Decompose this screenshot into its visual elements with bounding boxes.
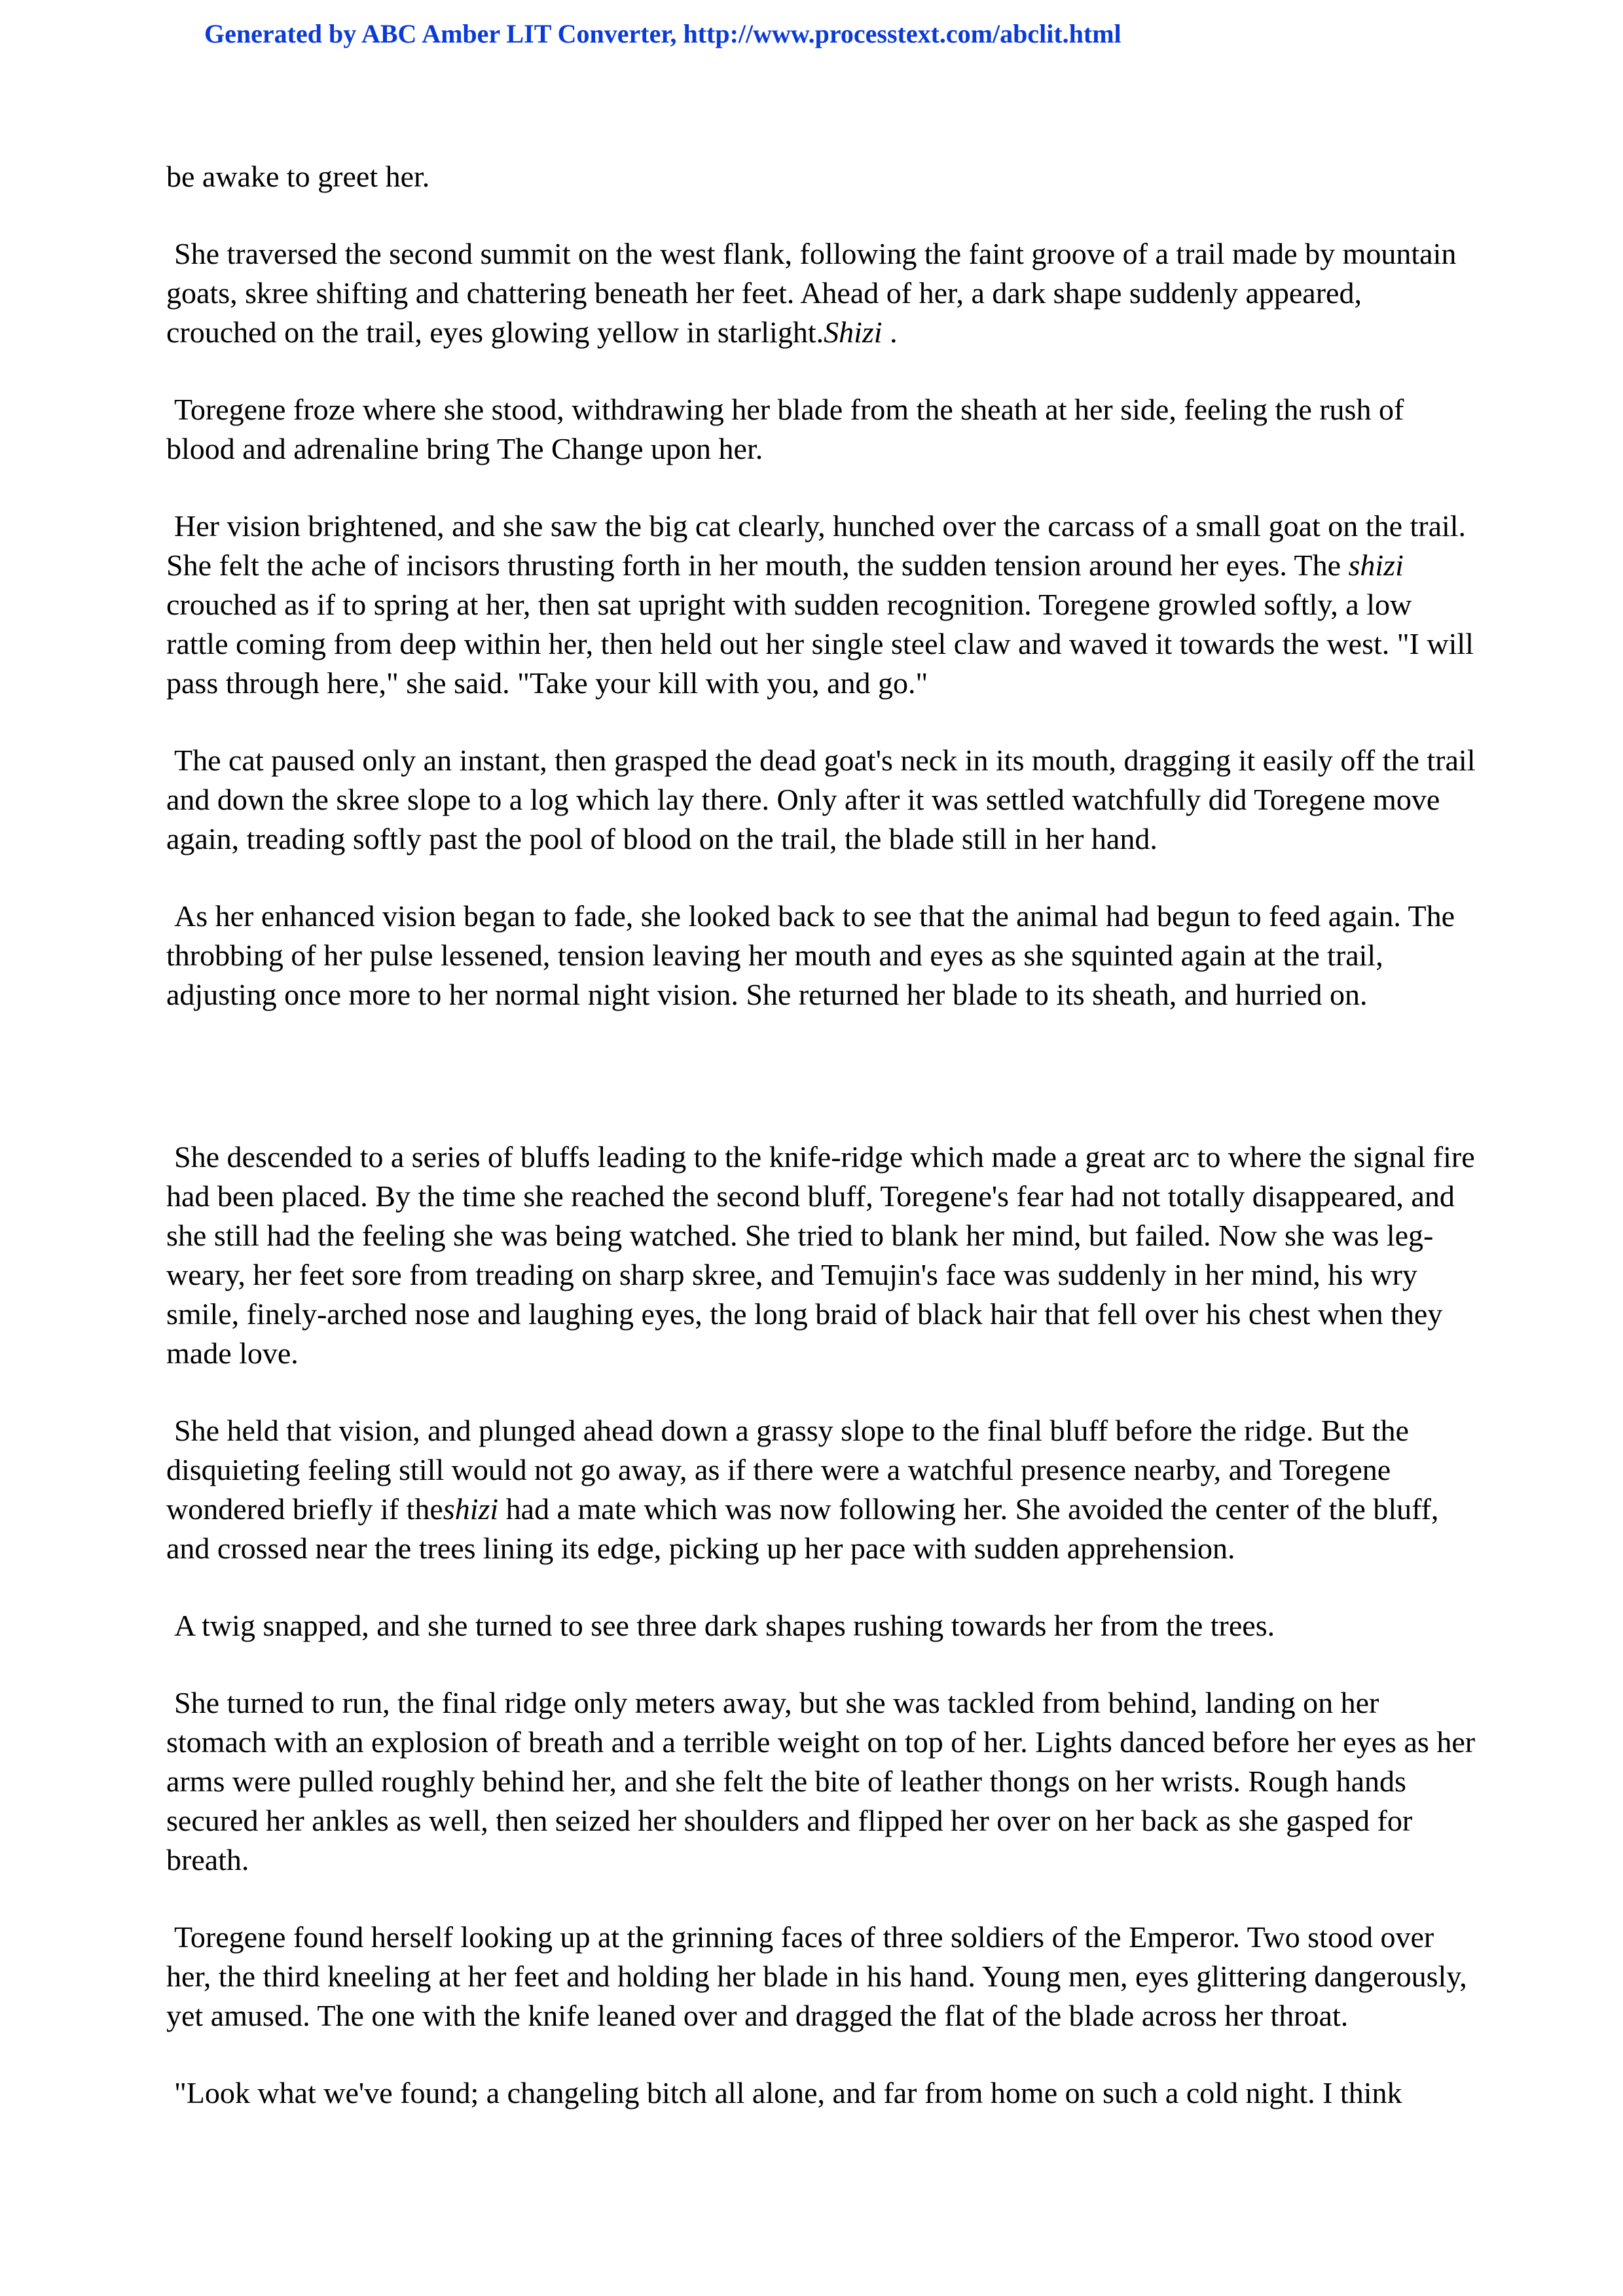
- paragraph: Toregene froze where she stood, withdrawing her blade from the sheath at her side, feeling the rush of blood and adrenaline bring The Change upon her.: [166, 393, 1404, 465]
- paragraph: "Look what we've found; a changeling bitch all alone, and far from home on such a cold night. I think: [174, 2076, 1402, 2109]
- italic-word: Shizi: [824, 315, 883, 349]
- paragraph: A twig snapped, and she turned to see three dark shapes rushing towards her from the trees.: [174, 1609, 1275, 1642]
- italic-word: shizi: [443, 1492, 499, 1526]
- italic-word: shizi: [1348, 548, 1404, 582]
- paragraph: Her vision brightened, and she saw the big cat clearly, hunched over the carcass of a small goat on the trail. She felt the ache of incisors thrusting forth in her mouth, the sudden tension around her eyes. The shizi crouched as if to spring at her, then sat upright with sudden recognition. Toregene growled softly, a low rattle coming from deep within her, then held out her single steel claw and waved it towards the west. "I will pass through here," she said. "Take your kill with you, and go.": [166, 509, 1474, 700]
- paragraph: Toregene found herself looking up at the grinning faces of three soldiers of the Emperor. Two stood over her, the third kneeling at her feet and holding her blade in his hand. Young men, eyes glittering dangerously, yet amused. The one with the knife leaned over and dragged the flat of the blade across her throat.: [166, 1920, 1467, 2032]
- paragraph: She descended to a series of bluffs leading to the knife-ridge which made a great arc to where the signal fire had been placed. By the time she reached the second bluff, Toregene's fear had not totally disappeared, and she still had the feeling she was being watched. She tried to blank her mind, but failed. Now she was leg-weary, her feet sore from treading on sharp skree, and Temujin's face was suddenly in her mind, his wry smile, finely-arched nose and laughing eyes, the long braid of black hair that fell over his chest when they made love.: [166, 1140, 1475, 1370]
- paragraph: The cat paused only an instant, then grasped the dead goat's neck in its mouth, dragging it easily off the trail and down the skree slope to a log which lay there. Only after it was settled watchfully did Toregene move again, treading softly past the pool of blood on the trail, the blade still in her hand.: [166, 744, 1476, 855]
- generator-link[interactable]: Generated by ABC Amber LIT Converter, http://www.processtext.com/abclit.html: [204, 19, 1122, 48]
- paragraph: be awake to greet her.: [166, 160, 430, 193]
- paragraph: She traversed the second summit on the west flank, following the faint groove of a trail made by mountain goats, skree shifting and chattering beneath her feet. Ahead of her, a dark shape suddenly appeared, crouched on the trail, eyes glowing yellow in starlight.Shizi .: [166, 237, 1457, 349]
- paragraph: As her enhanced vision began to fade, she looked back to see that the animal had begun to feed again. The throbbing of her pulse lessened, tension leaving her mouth and eyes as she squinted again at the trail, adjusting once more to her normal night vision. She returned her blade to its sheath, and hurried on.: [166, 899, 1455, 1011]
- section-break: [166, 1052, 1476, 1138]
- paragraph: She held that vision, and plunged ahead down a grassy slope to the final bluff before the ridge. But the disquieting feeling still would not go away, as if there were a watchful presence nearby, and Toregene wondered briefly if theshizi had a mate which was now following her. She avoided the center of the bluff, and crossed near the trees lining its edge, picking up her pace with sudden apprehension.: [166, 1414, 1439, 1565]
- document-body: [166, 157, 1476, 2151]
- paragraph: She turned to run, the final ridge only meters away, but she was tackled from behind, landing on her stomach with an explosion of breath and a terrible weight on top of her. Lights danced before her eyes as her arms were pulled roughly behind her, and she felt the bite of leather thongs on her wrists. Rough hands secured her ankles as well, then seized her shoulders and flipped her over on her back as she gasped for breath.: [166, 1686, 1476, 1876]
